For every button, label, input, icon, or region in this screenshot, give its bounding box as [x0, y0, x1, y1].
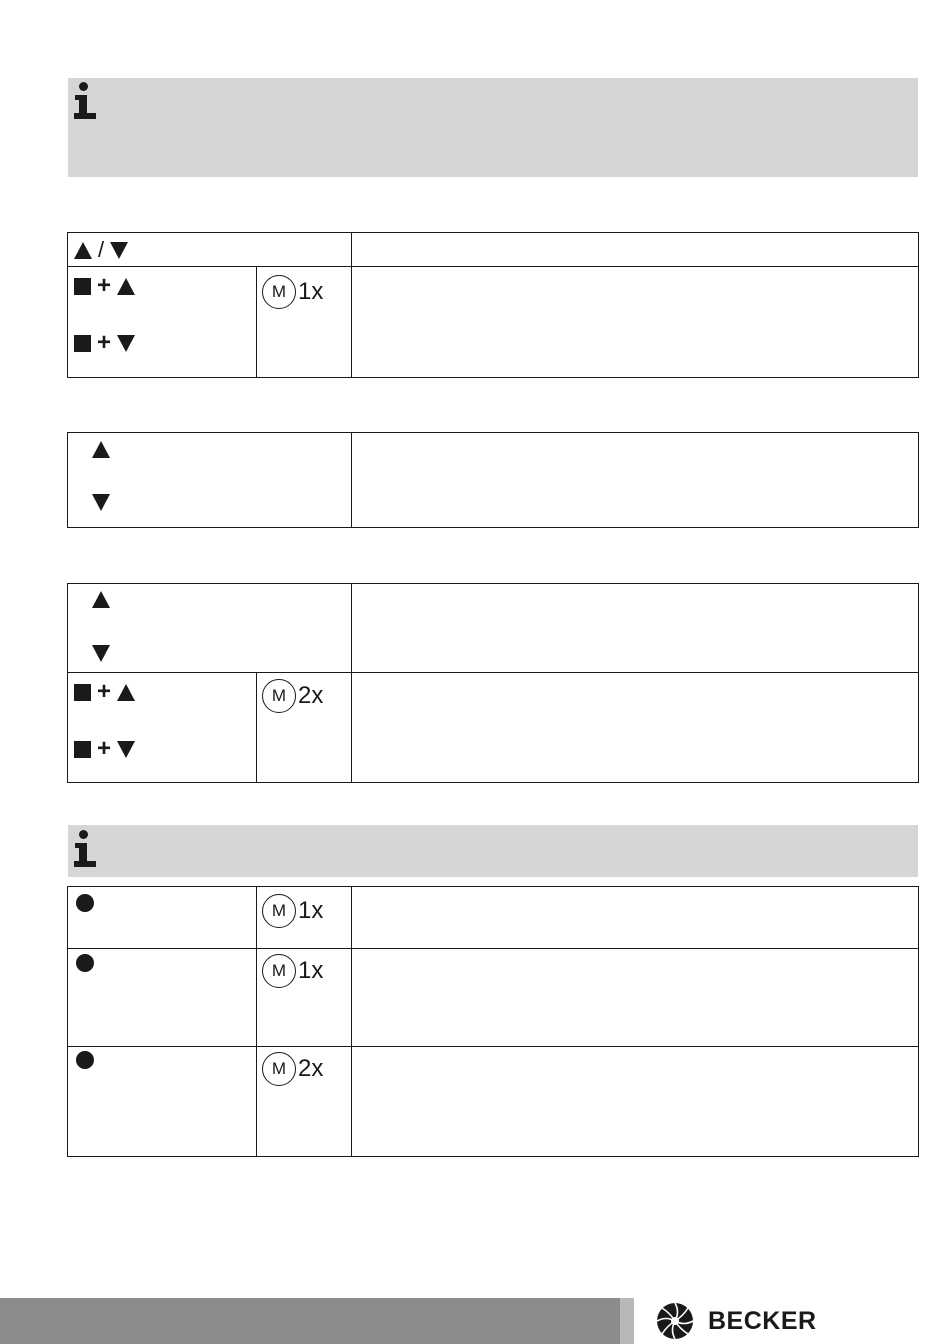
circle-dot-icon	[76, 894, 94, 912]
info-icon	[73, 830, 95, 870]
m-button-icon: M	[262, 954, 296, 988]
footer-bar	[0, 1298, 620, 1344]
stop-square-icon	[74, 741, 91, 758]
up-arrow-icon	[92, 441, 110, 458]
table-2	[67, 432, 919, 528]
up-symbol	[92, 441, 110, 458]
slash-text: /	[98, 237, 105, 262]
plus-text: +	[97, 272, 112, 299]
up-down-symbol	[74, 239, 128, 261]
down-arrow-icon	[110, 242, 128, 259]
down-symbol	[92, 645, 110, 662]
becker-logo-icon	[656, 1302, 694, 1340]
down-arrow-icon	[117, 741, 135, 758]
plus-text: +	[97, 329, 112, 356]
m-button-icon: M	[262, 894, 296, 928]
m-button-2x	[262, 679, 323, 713]
stop-square-icon	[74, 335, 91, 352]
stop-plus-down-symbol	[74, 737, 135, 761]
footer-bar-accent	[620, 1298, 634, 1344]
press-count: 1x	[298, 957, 324, 984]
m-button-icon: M	[262, 1052, 296, 1086]
info-icon	[73, 82, 95, 122]
down-arrow-icon	[117, 335, 135, 352]
up-arrow-icon	[74, 242, 92, 259]
up-arrow-icon	[117, 278, 135, 295]
down-arrow-icon	[92, 494, 110, 511]
program-symbol	[76, 954, 94, 972]
press-count: 1x	[298, 897, 324, 924]
stop-square-icon	[74, 278, 91, 295]
stop-square-icon	[74, 684, 91, 701]
plus-text: +	[97, 735, 112, 762]
press-count: 2x	[298, 1055, 324, 1082]
info-box-top	[68, 78, 918, 177]
circle-dot-icon	[76, 954, 94, 972]
press-count: 1x	[298, 278, 324, 305]
m-button-icon: M	[262, 275, 296, 309]
m-button-1x	[262, 954, 323, 988]
table-1	[67, 232, 919, 378]
brand-name: BECKER	[708, 1306, 817, 1335]
circle-dot-icon	[76, 1051, 94, 1069]
m-button-2x	[262, 1052, 323, 1086]
down-symbol	[92, 494, 110, 511]
plus-text: +	[97, 678, 112, 705]
becker-logo	[656, 1302, 817, 1340]
up-symbol	[92, 591, 110, 608]
table-4	[67, 886, 919, 1157]
stop-plus-up-symbol	[74, 680, 135, 704]
program-symbol	[76, 1051, 94, 1069]
table-3	[67, 583, 919, 783]
stop-plus-up-symbol	[74, 274, 135, 298]
m-button-1x	[262, 894, 323, 928]
m-button-icon: M	[262, 679, 296, 713]
down-arrow-icon	[92, 645, 110, 662]
m-button-1x	[262, 275, 323, 309]
press-count: 2x	[298, 682, 324, 709]
info-box-bottom	[68, 825, 918, 877]
up-arrow-icon	[117, 684, 135, 701]
program-symbol	[76, 894, 94, 912]
up-arrow-icon	[92, 591, 110, 608]
stop-plus-down-symbol	[74, 331, 135, 355]
